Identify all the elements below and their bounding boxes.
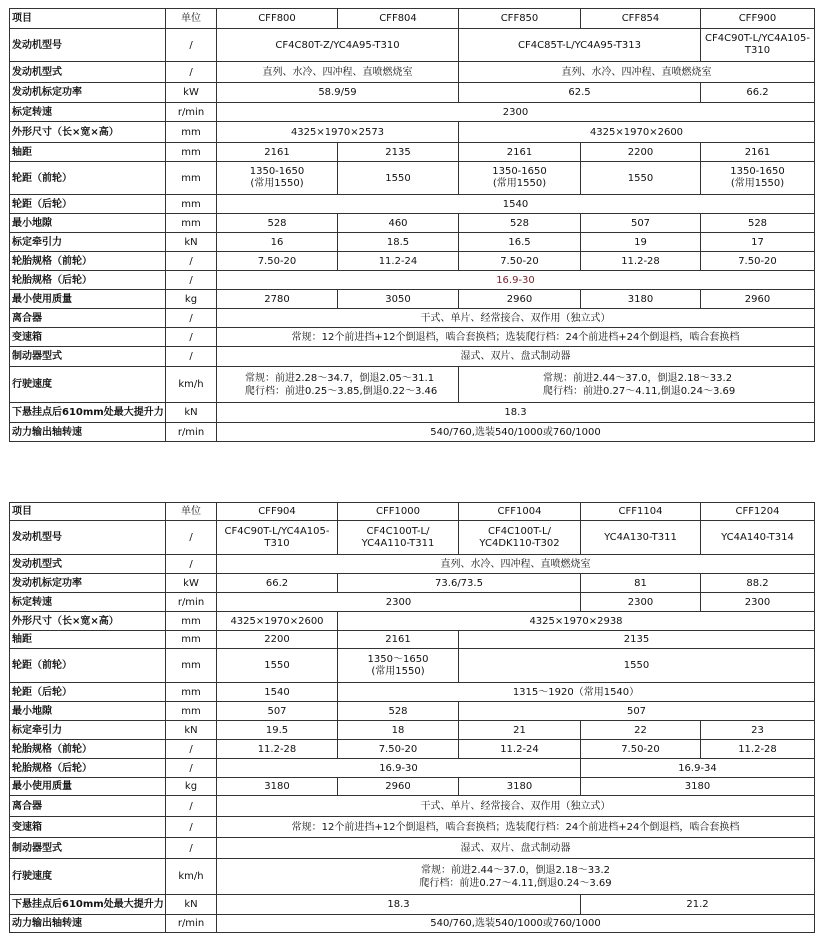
cell: 11.2-28 <box>581 252 701 271</box>
cell: 507 <box>459 702 815 721</box>
cell: 66.2 <box>217 574 338 593</box>
header-unit: 单位 <box>166 9 217 29</box>
cell: 19.5 <box>217 721 338 740</box>
row-label: 行驶速度 <box>10 859 166 895</box>
row-unit: mm <box>166 683 217 702</box>
cell: 直列、水冷、四冲程、直喷燃烧室 <box>217 555 815 574</box>
table-row <box>10 778 815 796</box>
cell: 3180 <box>581 290 701 309</box>
row-unit: mm <box>166 195 217 214</box>
cell: 7.50-20 <box>701 252 815 271</box>
cell: 1540 <box>217 195 815 214</box>
cell: 2135 <box>459 631 815 649</box>
row-label: 标定转速 <box>10 593 166 612</box>
cell: 16 <box>217 233 338 252</box>
row-label: 标定牵引力 <box>10 721 166 740</box>
cell: CF4C90T-L/YC4A105- T310 <box>217 521 338 555</box>
row-label: 最小地隙 <box>10 214 166 233</box>
row-unit: / <box>166 62 217 83</box>
model-cff854: CFF854 <box>581 9 701 29</box>
table-row <box>10 631 815 649</box>
table-row <box>10 817 815 838</box>
row-label: 下悬挂点后610mm处最大提升力 <box>10 895 166 915</box>
table-row <box>10 143 815 162</box>
cell: 2200 <box>581 143 701 162</box>
model-cff1000: CFF1000 <box>338 503 459 521</box>
row-unit: kW <box>166 574 217 593</box>
row-unit: kN <box>166 233 217 252</box>
row-label: 制动器型式 <box>10 838 166 859</box>
cell: 16.9-34 <box>581 759 815 778</box>
row-label: 发动机型式 <box>10 555 166 574</box>
cell: 528 <box>701 214 815 233</box>
cell: 3180 <box>581 778 815 796</box>
row-label: 标定转速 <box>10 103 166 122</box>
row-unit: km/h <box>166 859 217 895</box>
cell: 2960 <box>701 290 815 309</box>
table-row <box>10 290 815 309</box>
cell: 73.6/73.5 <box>338 574 581 593</box>
row-label: 发动机标定功率 <box>10 574 166 593</box>
model-cff1204: CFF1204 <box>701 503 815 521</box>
cell: 16.5 <box>459 233 581 252</box>
cell: 7.50-20 <box>217 252 338 271</box>
table-row <box>10 195 815 214</box>
cell: 1315～1920（常用1540） <box>338 683 815 702</box>
cell: 540/760,选装540/1000或760/1000 <box>217 915 815 933</box>
table-row <box>10 683 815 702</box>
table-row <box>10 649 815 683</box>
cell: 3180 <box>459 778 581 796</box>
table-row <box>10 915 815 933</box>
cell: YC4A130-T311 <box>581 521 701 555</box>
row-unit: / <box>166 740 217 759</box>
table-row <box>10 62 815 83</box>
table-row <box>10 9 815 29</box>
table-row <box>10 347 815 367</box>
spec-table-1 <box>9 8 815 442</box>
row-unit: / <box>166 817 217 838</box>
row-unit: mm <box>166 143 217 162</box>
cell: 507 <box>217 702 338 721</box>
cell: 7.50-20 <box>338 740 459 759</box>
cell: CF4C80T-Z/YC4A95-T310 <box>217 29 459 62</box>
row-label: 下悬挂点后610mm处最大提升力 <box>10 403 166 423</box>
table-row <box>10 162 815 195</box>
row-unit: / <box>166 796 217 817</box>
row-unit: mm <box>166 612 217 631</box>
row-label: 轮胎规格（前轮） <box>10 740 166 759</box>
row-unit: / <box>166 347 217 367</box>
cell: 2300 <box>217 103 815 122</box>
row-unit: / <box>166 29 217 62</box>
cell: 1550 <box>338 162 459 195</box>
cell: 19 <box>581 233 701 252</box>
row-label: 离合器 <box>10 796 166 817</box>
cell: CF4C90T-L/YC4A105- T310 <box>701 29 815 62</box>
table-row <box>10 838 815 859</box>
row-unit: / <box>166 309 217 328</box>
table-row <box>10 103 815 122</box>
cell: 2300 <box>217 593 581 612</box>
cell: 2161 <box>459 143 581 162</box>
cell: 460 <box>338 214 459 233</box>
model-cff800: CFF800 <box>217 9 338 29</box>
row-label: 行驶速度 <box>10 367 166 403</box>
cell: 16.9-30 <box>217 271 815 290</box>
table-row <box>10 702 815 721</box>
row-unit: / <box>166 521 217 555</box>
row-label: 变速箱 <box>10 817 166 838</box>
cell: 1550 <box>459 649 815 683</box>
cell: YC4A140-T314 <box>701 521 815 555</box>
row-unit: r/min <box>166 915 217 933</box>
row-label: 发动机型式 <box>10 62 166 83</box>
cell: CF4C100T-L/ YC4DK110-T302 <box>459 521 581 555</box>
row-unit: kW <box>166 83 217 103</box>
cell: 58.9/59 <box>217 83 459 103</box>
row-unit: mm <box>166 162 217 195</box>
table-row <box>10 309 815 328</box>
row-unit: kN <box>166 403 217 423</box>
cell: 常规：12个前进挡+12个倒退档，啮合套换档；选装爬行档：24个前进档+24个倒退档，啮合套换档 <box>217 817 815 838</box>
row-label: 轴距 <box>10 631 166 649</box>
row-unit: mm <box>166 631 217 649</box>
row-label: 制动器型式 <box>10 347 166 367</box>
header-item: 项目 <box>10 9 166 29</box>
row-label: 最小使用质量 <box>10 290 166 309</box>
row-label: 外形尺寸（长×宽×高） <box>10 122 166 143</box>
cell: 常规：12个前进挡+12个倒退档，啮合套换档；选装爬行档：24个前进档+24个倒退档，啮合套换档 <box>217 328 815 347</box>
model-cff900: CFF900 <box>701 9 815 29</box>
row-label: 外形尺寸（长×宽×高） <box>10 612 166 631</box>
row-label: 轮距（后轮） <box>10 195 166 214</box>
row-label: 轮胎规格（后轮） <box>10 271 166 290</box>
row-unit: / <box>166 252 217 271</box>
cell: 2960 <box>459 290 581 309</box>
model-cff850: CFF850 <box>459 9 581 29</box>
row-unit: km/h <box>166 367 217 403</box>
cell: 21.2 <box>581 895 815 915</box>
row-unit: r/min <box>166 593 217 612</box>
table-row <box>10 740 815 759</box>
cell: 4325×1970×2573 <box>217 122 459 143</box>
row-label: 轮距（前轮） <box>10 162 166 195</box>
row-unit: kg <box>166 290 217 309</box>
cell: 7.50-20 <box>581 740 701 759</box>
table-row <box>10 252 815 271</box>
cell: 2300 <box>581 593 701 612</box>
cell: 528 <box>459 214 581 233</box>
cell: 4325×1970×2600 <box>217 612 338 631</box>
cell: 1540 <box>217 683 338 702</box>
cell: 18.3 <box>217 403 815 423</box>
row-unit: / <box>166 271 217 290</box>
row-label: 最小地隙 <box>10 702 166 721</box>
cell: 23 <box>701 721 815 740</box>
row-label: 最小使用质量 <box>10 778 166 796</box>
spec-table-2 <box>9 502 815 933</box>
cell: 1350-1650 (常用1550) <box>217 162 338 195</box>
cell: 18 <box>338 721 459 740</box>
cell: 常规：前进2.44～37.0，倒退2.18～33.2 爬行档：前进0.27～4.11,倒退0.24～3.69 <box>459 367 815 403</box>
model-cff904: CFF904 <box>217 503 338 521</box>
cell: 11.2-24 <box>338 252 459 271</box>
cell: 4325×1970×2600 <box>459 122 815 143</box>
row-unit: mm <box>166 649 217 683</box>
model-cff804: CFF804 <box>338 9 459 29</box>
row-unit: mm <box>166 214 217 233</box>
model-cff1004: CFF1004 <box>459 503 581 521</box>
cell: 1550 <box>581 162 701 195</box>
cell: 干式、单片、经常接合、双作用（独立式） <box>217 309 815 328</box>
cell: 11.2-28 <box>701 740 815 759</box>
model-cff1104: CFF1104 <box>581 503 701 521</box>
row-label: 轴距 <box>10 143 166 162</box>
cell: 18.5 <box>338 233 459 252</box>
row-label: 轮胎规格（后轮） <box>10 759 166 778</box>
cell: 1350-1650 (常用1550) <box>701 162 815 195</box>
cell: 4325×1970×2938 <box>338 612 815 631</box>
row-label: 动力输出轴转速 <box>10 423 166 442</box>
row-label: 发动机型号 <box>10 29 166 62</box>
table-row <box>10 403 815 423</box>
row-unit: / <box>166 555 217 574</box>
row-label: 变速箱 <box>10 328 166 347</box>
table-row <box>10 721 815 740</box>
cell: 常规：前进2.44～37.0，倒退2.18～33.2 爬行档：前进0.27～4.11,倒退0.24～3.69 <box>217 859 815 895</box>
cell: 528 <box>217 214 338 233</box>
cell: 直列、水冷、四冲程、直喷燃烧室 <box>217 62 459 83</box>
row-label: 标定牵引力 <box>10 233 166 252</box>
row-unit: / <box>166 759 217 778</box>
cell: 2960 <box>338 778 459 796</box>
cell: 2161 <box>701 143 815 162</box>
row-unit: / <box>166 838 217 859</box>
cell: 常规：前进2.28～34.7，倒退2.05～31.1 爬行档：前进0.25～3.85,倒退0.22～3.46 <box>217 367 459 403</box>
header-item: 项目 <box>10 503 166 521</box>
cell: 1350-1650 (常用1550) <box>459 162 581 195</box>
table-row <box>10 29 815 62</box>
row-label: 发动机型号 <box>10 521 166 555</box>
cell: 18.3 <box>217 895 581 915</box>
table-row <box>10 555 815 574</box>
table-row <box>10 759 815 778</box>
row-unit: / <box>166 328 217 347</box>
table-row <box>10 612 815 631</box>
row-unit: r/min <box>166 423 217 442</box>
row-unit: mm <box>166 122 217 143</box>
cell: 3180 <box>217 778 338 796</box>
row-label: 轮距（前轮） <box>10 649 166 683</box>
table-row <box>10 796 815 817</box>
cell: 3050 <box>338 290 459 309</box>
cell: 2161 <box>338 631 459 649</box>
row-label: 发动机标定功率 <box>10 83 166 103</box>
cell: 528 <box>338 702 459 721</box>
cell: 11.2-24 <box>459 740 581 759</box>
row-label: 轮胎规格（前轮） <box>10 252 166 271</box>
cell: 2135 <box>338 143 459 162</box>
table-row <box>10 895 815 915</box>
cell: 22 <box>581 721 701 740</box>
cell: 62.5 <box>459 83 701 103</box>
header-unit: 单位 <box>166 503 217 521</box>
cell: 2780 <box>217 290 338 309</box>
cell: 湿式、双片、盘式制动器 <box>217 347 815 367</box>
table-row <box>10 503 815 521</box>
table-row <box>10 233 815 252</box>
row-unit: kg <box>166 778 217 796</box>
row-unit: r/min <box>166 103 217 122</box>
row-unit: mm <box>166 702 217 721</box>
table-row <box>10 574 815 593</box>
table-row <box>10 214 815 233</box>
table-row <box>10 593 815 612</box>
table-row <box>10 271 815 290</box>
table-row <box>10 423 815 442</box>
row-label: 离合器 <box>10 309 166 328</box>
table-row <box>10 83 815 103</box>
cell: 88.2 <box>701 574 815 593</box>
table-row <box>10 367 815 403</box>
cell: 2200 <box>217 631 338 649</box>
cell: 21 <box>459 721 581 740</box>
table-row <box>10 859 815 895</box>
table-row <box>10 122 815 143</box>
cell: 1350～1650 (常用1550) <box>338 649 459 683</box>
cell: 湿式、双片、盘式制动器 <box>217 838 815 859</box>
cell: 11.2-28 <box>217 740 338 759</box>
cell: 干式、单片、经常接合、双作用（独立式） <box>217 796 815 817</box>
row-unit: kN <box>166 721 217 740</box>
cell: CF4C100T-L/ YC4A110-T311 <box>338 521 459 555</box>
cell: 81 <box>581 574 701 593</box>
cell: 7.50-20 <box>459 252 581 271</box>
table-row <box>10 328 815 347</box>
cell: 1550 <box>217 649 338 683</box>
row-label: 动力输出轴转速 <box>10 915 166 933</box>
cell: 2300 <box>701 593 815 612</box>
cell: 直列、水冷、四冲程、直喷燃烧室 <box>459 62 815 83</box>
cell: 17 <box>701 233 815 252</box>
cell: 2161 <box>217 143 338 162</box>
cell: CF4C85T-L/YC4A95-T313 <box>459 29 701 62</box>
row-label: 轮距（后轮） <box>10 683 166 702</box>
table-row <box>10 521 815 555</box>
row-unit: kN <box>166 895 217 915</box>
cell: 66.2 <box>701 83 815 103</box>
cell: 507 <box>581 214 701 233</box>
cell: 540/760,选装540/1000或760/1000 <box>217 423 815 442</box>
cell: 16.9-30 <box>217 759 581 778</box>
